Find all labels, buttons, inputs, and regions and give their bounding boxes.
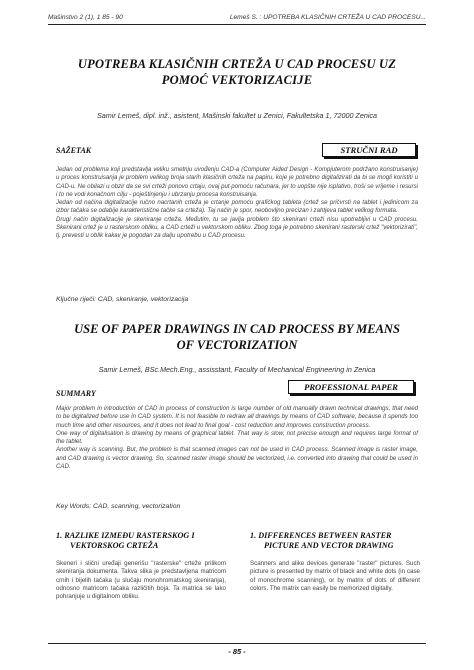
title-bosnian [48,56,426,88]
summary-heading-english: SUMMARY [56,389,96,398]
section-heading-line: VEKTORSKOG CRTEŽA [70,541,159,550]
running-header [48,14,426,25]
abstract-paragraph: Jedan od problema koji predstavlja veliku smetnju uvođenju CAD-a (Computer Aided Design - Kompjuterom podržano konstruisanje) u proces konstruisanja je problem velikog broja starih klasičnih crteža na papiru, koje je potrebno digitalizirati da bi se mogli koristiti u CAD-u. Ne obilazi u obzir da se svi crteži ponovo crtaju, ovaj put pomoću računara, jer to uopšte nije isplativo, troši se vrijeme i resursi i to ne vodi konačnom cilju - poještinjenju i ubrzanju procesa konstruisanja. [56,166,418,198]
section-heading-line: PICTURE AND VECTOR DRAWING [264,541,394,550]
page-number: - 85 - [228,647,246,656]
title-bosnian-line1: UPOTREBA KLASIČNIH CRTEŽA U CAD PROCESU UZ [77,57,397,71]
authors-english: Samir Lemeš, BSc.Mech.Eng., assisstant, Faculty of Mechanical Engineering in Zenica [98,365,376,374]
authors-bosnian: Samir Lemeš, dipl. inž., asistent, Mašinski fakultet u Zenici, Fakultetska 1, 72000 Zenica [96,111,378,120]
header-short-title: Lemeš S. : UPOTREBA KLASIČNIH CRTEŽA U CAD PROCESU... [229,14,426,21]
title-english-line2: OF VECTORIZATION [176,338,298,352]
paper-type-badge-bosnian: STRUČNI RAD [322,143,416,157]
section-heading-bosnian [56,531,228,551]
abstract-paragraph: Another way is scanning. But, the problem is that scanned images can not be used in CAD process. Scanned image is raster image, and CAD drawing is vector drawing. So, scanned raster image should be vectorized, i.e. converted into drawing that could be used in CAD. [56,446,418,471]
paper-type-badge-english: PROFESSIONAL PAPER [288,380,414,394]
section-heading-line: 1. DIFFERENCES BETWEEN RASTER [250,531,392,540]
title-english-line1: USE OF PAPER DRAWINGS IN CAD PROCESS BY MEANS [74,322,400,336]
abstract-english [56,405,418,471]
abstract-paragraph: Jedan od načina digitalizacije ručno nacrtanih crteža je crtanje pomoću grafičkog tableta (crtež se pričvrsti na tablet i jedinicom za izbor tačaka se odabije karakteristične tačke sa crteža). Taj način je spor, neobovljno precizan i zahtjeva tablet velikog formata. [56,199,418,215]
abstract-paragraph: Drugi način digitalizacije je skeniranje crteža. Međutim, tu se javlja problem što skenirani crteži nisu upotrebljivi u CAD procesu. Skenirani crtež je u rasterskom obliku, a CAD crteži u vektorskom obliku. Zbog toga je potrebno skenirani rasterski crtež "vektorizirati", tj. prevesti u oblik kakav je pogodan za dalju upotrebu u CAD procesu. [56,215,418,240]
section-heading-line: 1. RAZLIKE IZMEĐU RASTERSKOG I [56,531,195,540]
section-text-bosnian: Skeneri i slični uređaji generišu "rasterske" crteže prilikom skeniranja dokumenta. Takva slika je predstavljena matricom crnih i bijelih tačaka (u slučaju monohromatskog skeniranja), odnosno matricom tačaka različitih boja. Ta matrica se lako pohranjuje u digitalnom obliku. [56,560,226,601]
section-text-english: Scanners and alike devices generate "raster" pictures. Such picture is presented by matrix of black and white dots (in case of monochrome scanning), or by matrix of dots of different colors. The matrix can easily be memorized digitally. [250,560,420,592]
title-english [48,321,426,353]
section-heading-english [250,531,422,551]
abstract-bosnian [56,166,418,241]
summary-heading-bosnian: SAŽETAK [56,146,92,155]
keywords-bosnian: Ključne riječi: CAD, skeniranje, vektorizacija [56,296,189,303]
keywords-english: Key Words: CAD, scanning, vectorization [56,503,181,510]
header-journal: Mašinstvo 2 (1), 1 85 - 90 [48,14,123,21]
abstract-paragraph: Major problem in introduction of CAD in process of construction is large number of old manually drawn technical drawings, that need to be digitalized before use in CAD system. It is not feasible to redraw all drawings by means of CAD software, because it spends too much time and other resources, and it does not lead to final goal - cost reduction and improves construction process. [56,405,418,429]
footer-rule [48,643,426,644]
abstract-paragraph: One way of digitalisation is drawing by means of graphical tablet. That way is slow, not precise enough and requires large format of the tablet. [56,429,418,446]
title-bosnian-line2: POMOĆ VEKTORIZACIJE [161,73,313,87]
